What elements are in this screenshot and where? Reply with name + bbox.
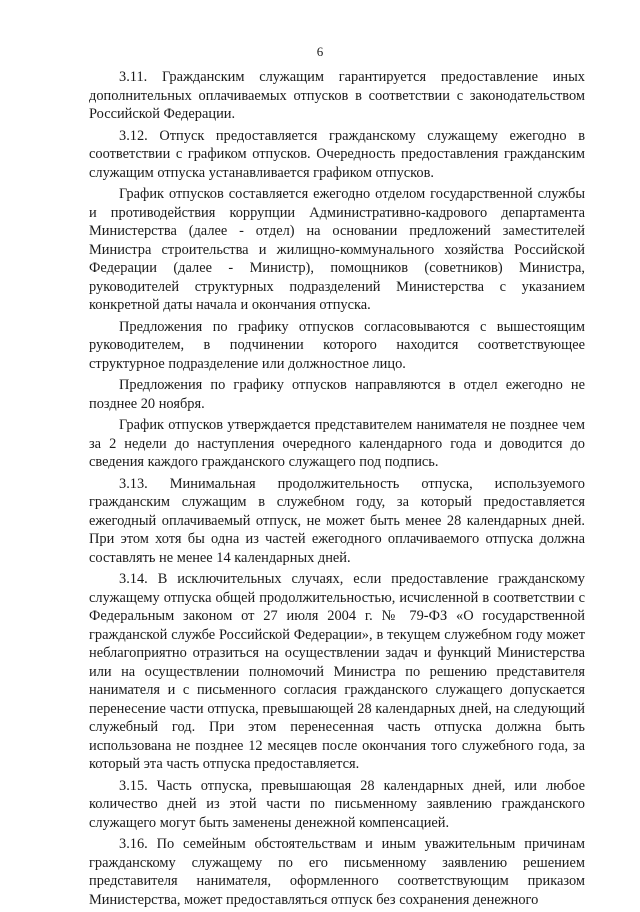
- paragraph-3-14: 3.14. В исключительных случаях, если предоставление гражданскому служащему отпуска общей продолжительностью, исчисленной в соответствии с Федеральным законом от 27 июля 2004 г. № 79-ФЗ «О государственной гражданской службе Российской Федерации», в текущем служебном году может неблагоприятно отразиться на осуществлении задач и функций Министерства или на осуществлении полномочий Министра по решению представителя нанимателя и с письменного согласия гражданского служащего допускается перенесение части отпуска, превышающей 28 календарных дней, на следующий служебный год. При этом перенесенная часть отпуска должна быть использована не позднее 12 месяцев после окончания того служебного года, за который эта часть отпуска предоставляется.: [89, 571, 585, 772]
- page-number: 6: [316, 44, 324, 59]
- paragraph-3-12: 3.12. Отпуск предоставляется гражданскому служащему ежегодно в соответствии с графиком отпусков. Очередность предоставления гражданским служащим отпуска устанавливается графиком отпусков.: [89, 127, 585, 181]
- paragraph-3-13: 3.13. Минимальная продолжительность отпуска, используемого гражданским служащим в служебном году, за который предоставляется ежегодный оплачиваемый отпуск, не может быть менее 28 календарных дней. При этом хотя бы одна из частей ежегодного оплачиваемого отпуска должна составлять не менее 14 календарных дней.: [89, 475, 585, 566]
- paragraph-proposals-agreement: Предложения по графику отпусков согласовываются с вышестоящим руководителем, в подчинении которого находится соответствующее структурное подразделение или должностное лицо.: [89, 318, 585, 372]
- paragraph-vacation-schedule-compilation: График отпусков составляется ежегодно отделом государственной службы и противодействия коррупции Административно-кадрового департамента Министерства (далее - отдел) на основании предложений заместителей Министра строительства и жилищно-коммунального хозяйства Российской Федерации (далее - Министр), помощников (советников) Министра, руководителей структурных подразделений Министерства с указанием конкретной даты начала и окончания отпуска.: [89, 186, 585, 313]
- paragraph-3-16: 3.16. По семейным обстоятельствам и иным уважительным причинам гражданскому служащему по его письменному заявлению решением представителя нанимателя, оформленного соответствующим приказом Министерства, может предоставляться отпуск без сохранения денежного: [89, 836, 585, 908]
- paragraph-proposals-deadline: Предложения по графику отпусков направляются в отдел ежегодно не позднее 20 ноября.: [89, 377, 585, 412]
- paragraph-3-11: 3.11. Гражданским служащим гарантируется предоставление иных дополнительных оплачиваемых отпусков в соответствии с законодательством Российской Федерации.: [89, 69, 585, 122]
- paragraph-3-15: 3.15. Часть отпуска, превышающая 28 календарных дней, или любое количество дней из этой части по письменному заявлению гражданского служащего могут быть заменены денежной компенсацией.: [89, 777, 585, 831]
- document-body: [89, 68, 585, 912]
- paragraph-schedule-approval: График отпусков утверждается представителем нанимателя не позднее чем за 2 недели до наступления очередного календарного года и доводится до сведения каждого гражданского служащего под подпись.: [89, 417, 585, 470]
